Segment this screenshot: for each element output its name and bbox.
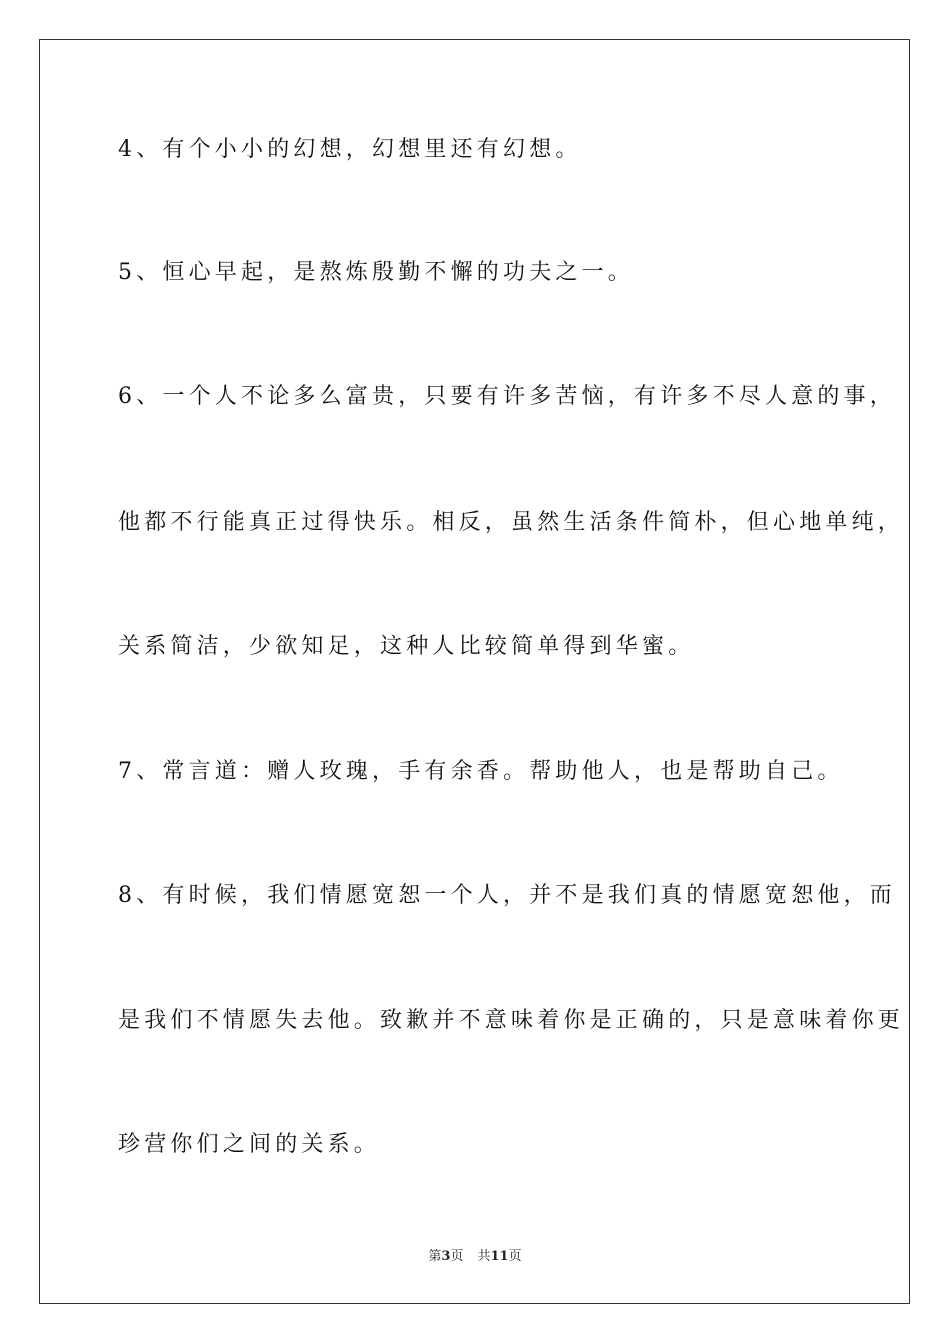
text-line-9: 珍营你们之间的关系。 <box>118 1132 381 1157</box>
text-line-1: 4、有个小小的幻想，幻想里还有幻想。 <box>118 137 582 162</box>
text-line-4: 他都不行能真正过得快乐。相反，虽然生活条件简朴，但心地单纯， <box>118 510 905 535</box>
page-footer <box>0 1248 950 1266</box>
total-pages: 11 <box>490 1249 509 1264</box>
text-line-3: 6、一个人不论多么富贵，只要有许多苦恼，有许多不尽人意的事， <box>118 384 896 409</box>
page-number: 3 <box>441 1249 451 1264</box>
text-line-6: 7、常言道：赠人玫瑰，手有余香。帮助他人，也是帮助自己。 <box>118 759 844 784</box>
page-prefix: 第 <box>428 1249 442 1264</box>
page-border <box>39 39 910 1304</box>
total-suffix: 页 <box>508 1249 522 1264</box>
text-line-5: 关系简洁，少欲知足，这种人比较简单得到华蜜。 <box>118 634 695 659</box>
total-prefix: 共 <box>477 1249 491 1264</box>
text-line-2: 5、恒心早起，是熬炼殷勤不懈的功夫之一。 <box>118 260 634 285</box>
text-line-8: 是我们不情愿失去他。致歉并不意味着你是正确的，只是意味着你更 <box>118 1008 905 1033</box>
page-suffix: 页 <box>450 1249 464 1264</box>
text-line-7: 8、有时候，我们情愿宽恕一个人，并不是我们真的情愿宽恕他，而 <box>118 883 896 908</box>
